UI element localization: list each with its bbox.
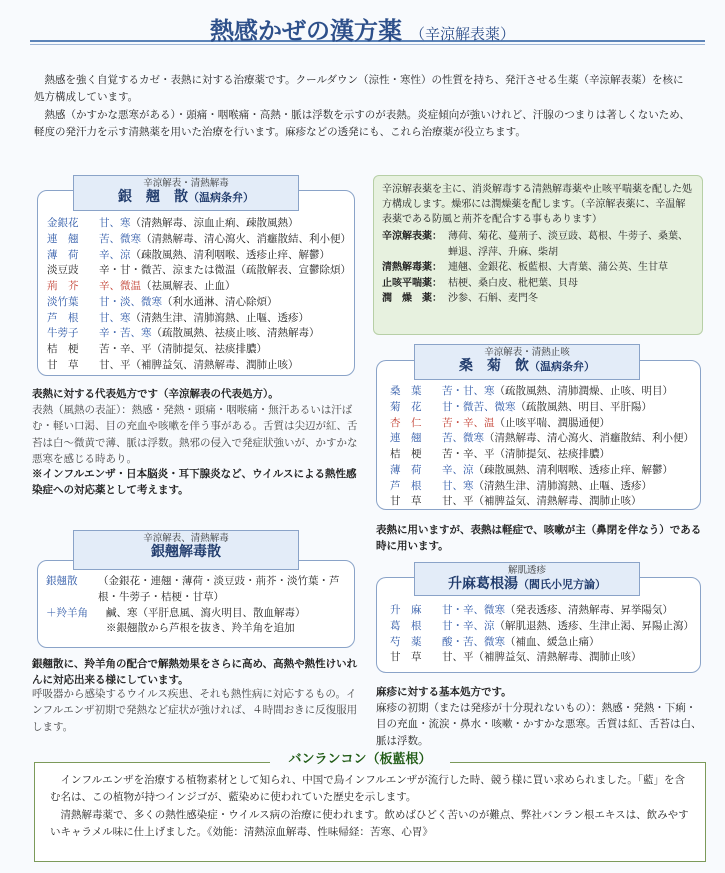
shoma-herb-row bbox=[390, 603, 698, 619]
page-title-main: 熱感かぜの漢方薬 bbox=[209, 16, 402, 45]
ginkyo-herb-name: 金銀花 bbox=[47, 217, 79, 229]
sogiku-herb-effect: （清熱解毒、清心瀉火、消癰散結、利小便） bbox=[484, 432, 694, 445]
sogiku-herb-row bbox=[390, 431, 698, 447]
ginkyo-gedoku-base-name: 銀翹散 bbox=[46, 575, 78, 587]
ginkyo-note-body: 表熱（風熱の表証）：熱感・発熱・頭痛・咽喉痛・無汗あるいは汗ばむ・軽い口渇、目の充血や咳嗽を伴う事がある。舌質は尖辺が紅、舌苔は白～微黄で薄、脈は浮数。熱邪の侵入で発症狀強いが、かすかな悪寒を感じる時あり。 bbox=[32, 404, 358, 465]
shoma-herb-nature: 甘・辛、微寒 bbox=[442, 604, 505, 616]
shoma-name-line bbox=[415, 576, 639, 593]
ginkyo-herb-nature: 苦、微寒 bbox=[99, 232, 141, 245]
shoma-title bbox=[414, 562, 640, 596]
sogiku-herb-nature: 辛、涼 bbox=[442, 463, 474, 476]
ginkyo-gedoku-category: 辛涼解表、清熱解毒 bbox=[143, 533, 229, 544]
sogiku-herb-nature: 苦・辛、温 bbox=[442, 416, 495, 429]
sogiku-herb-nature: 甘、平 bbox=[442, 495, 474, 508]
ginkyo-herb-effect: （清熱生津、清肺瀉熱、止嘔、透疹） bbox=[130, 311, 309, 324]
ginkyo-gedoku-base-text: （金銀花・連翹・薄荷・淡豆豉・荊芥・淡竹葉・芦根・牛蒡子・桔梗・甘草） bbox=[98, 575, 340, 603]
ginkyo-note-warning: ※インフルエンザ・日本脳炎・耳下腺炎など、ウイルスによる熱性感染症への対応薬として考えます。 bbox=[32, 468, 357, 497]
shoma-note-body: 麻疹の初期（または発疹が十分現れないもの）：熱感・発熱・下痢・目の充血・流涙・鼻水・咳嗽・かすかな悪寒。舌質は紅、舌苔は白、脈は浮数。 bbox=[376, 702, 702, 747]
ginkyo-gedoku-title bbox=[73, 530, 299, 570]
sogiku-herb-effect: （補脾益気、清熱解毒、潤肺止咳） bbox=[473, 495, 642, 508]
green-row-text: 連翹、金銀花、板藍根、大青葉、蒲公英、生甘草 bbox=[448, 262, 668, 273]
ginkyo-gedoku-name: 銀翹解毒散 bbox=[151, 544, 221, 561]
ginkyo-herb-name: 淡豆豉 bbox=[47, 264, 79, 277]
shoma-herb-row bbox=[390, 635, 698, 651]
shoma-herb-list bbox=[390, 603, 698, 666]
shoma-herb-row bbox=[390, 650, 698, 666]
ginkyo-herb-nature: 辛、微温 bbox=[99, 280, 141, 292]
ginkyo-name: 銀 翹 散 bbox=[118, 189, 188, 206]
sogiku-herb-nature: 甘、寒 bbox=[442, 479, 474, 492]
ginkyo-herb-row bbox=[47, 326, 353, 342]
sogiku-source: （温病条弁） bbox=[529, 360, 595, 374]
shoma-herb-effect: （補血、緩急止痛） bbox=[505, 635, 600, 648]
ginkyo-herb-nature: 辛・甘・微苦、涼または微温 bbox=[99, 264, 236, 277]
ginkyo-gedoku-remark: ※銀翹散から芦根を抜き、羚羊角を追加 bbox=[106, 622, 295, 635]
shoma-note-head: 麻疹に対する基本処方です。 bbox=[376, 686, 512, 698]
ginkyo-gedoku-note-head: 銀翹散に、羚羊角の配合で解熱効果をさらに高め、高熱や熱性けいれんに対応出来る様にしています。 bbox=[32, 658, 358, 687]
ginkyo-herb-effect: （補脾益気、清熱解毒、潤肺止咳） bbox=[130, 358, 299, 371]
ginkyo-herb-row bbox=[47, 311, 353, 327]
ginkyo-gedoku-add-text: 鹹、寒（平肝息風、瀉火明目、散血解毒） bbox=[106, 606, 306, 619]
ginkyo-herb-nature: 甘、寒 bbox=[99, 217, 131, 229]
sogiku-herb-row bbox=[390, 479, 698, 495]
ginkyo-herb-list bbox=[47, 216, 353, 374]
ginkyo-herb-effect: （清熱解毒、涼血止痢、疎散風熱） bbox=[130, 217, 299, 229]
ginkyo-herb-nature: 甘、平 bbox=[99, 358, 131, 371]
ginkyo-herb-nature: 辛、涼 bbox=[99, 248, 131, 261]
ginkyo-source: （温病条弁） bbox=[188, 191, 254, 205]
shoma-herb-nature: 甘、平 bbox=[442, 651, 474, 664]
ginkyo-note-head: 表熱に対する代表処方です（辛涼解表の代表処方）。 bbox=[32, 388, 279, 400]
ginkyo-herb-row bbox=[47, 279, 353, 295]
sogiku-herb-row bbox=[390, 384, 698, 400]
ginkyo-herb-nature: 辛・苦、寒 bbox=[99, 327, 152, 340]
ginkyo-herb-row bbox=[47, 216, 353, 232]
sogiku-herb-name: 薄 荷 bbox=[390, 463, 422, 476]
ginkyo-herb-name: 連 翹 bbox=[47, 232, 79, 245]
green-row bbox=[382, 276, 694, 292]
ginkyo-gedoku-note-body: 呼吸器から感染するウイルス疾患、それも熱性病に対応するもの。インフルエンザ初期で発熱など症状が強ければ、４時間おきに反復服用します。 bbox=[32, 688, 358, 733]
ginkyo-herb-name: 芦 根 bbox=[47, 311, 79, 324]
green-rows bbox=[382, 229, 694, 307]
ginkyo-herb-row bbox=[47, 248, 353, 264]
banrankon-paragraph-2: 清熱解毒薬で、多くの熱性感染症・ウイルス病の治療に使われます。飲めばひどく苦いのが難点、弊社バンラン根エキスは、飲みやすいキャラメル味に仕上げました。《効能：清熱涼血解毒、性味帰経：苦寒、心胃》 bbox=[50, 808, 689, 838]
sogiku-name-line bbox=[415, 358, 639, 375]
sogiku-herb-name: 菊 花 bbox=[390, 400, 422, 413]
banrankon-text bbox=[50, 772, 690, 841]
shoma-herb-effect: （発表透疹、清熱解毒、昇挙陽気） bbox=[505, 604, 673, 616]
ginkyo-gedoku-add-name: ＋羚羊角 bbox=[46, 606, 88, 619]
ginkyo-gedoku-row-1 bbox=[46, 574, 348, 606]
ginkyo-herb-name: 薄 荷 bbox=[47, 248, 79, 261]
intro-text bbox=[34, 72, 694, 141]
sogiku-title bbox=[414, 344, 640, 380]
green-row-label: 止咳平喘薬： bbox=[382, 277, 442, 289]
shoma-source: （閻氏小児方論） bbox=[518, 578, 606, 592]
green-row-text: 薄荷、菊花、蔓荊子、淡豆豉、葛根、牛蒡子、桑葉、蝉退、浮萍、升麻、柴胡 bbox=[448, 231, 688, 258]
ginkyo-herb-name: 牛蒡子 bbox=[47, 327, 79, 340]
ginkyo-herb-name: 桔 梗 bbox=[47, 343, 79, 355]
ginkyo-herb-row bbox=[47, 342, 353, 358]
sogiku-herb-nature: 甘・微苦、微寒 bbox=[442, 400, 516, 413]
sogiku-herb-effect: （清熱生津、清肺瀉熱、止嘔、透疹） bbox=[473, 479, 652, 492]
ginkyo-herb-name: 甘 草 bbox=[47, 358, 79, 371]
green-row-label: 清熱解毒薬： bbox=[382, 262, 442, 273]
sogiku-herb-nature: 苦・辛、平 bbox=[442, 448, 495, 460]
sogiku-herb-row bbox=[390, 447, 698, 463]
green-row-text: 桔梗、桑白皮、枇杷葉、貝母 bbox=[448, 277, 578, 289]
sogiku-herb-row bbox=[390, 463, 698, 479]
sogiku-herb-effect: （清肺提気、祛痰排膿） bbox=[494, 448, 610, 460]
ginkyo-gedoku-row-2 bbox=[46, 606, 348, 622]
page-title bbox=[0, 14, 725, 49]
green-row-label: 辛涼解表薬： bbox=[382, 231, 442, 242]
ginkyo-herb-row bbox=[47, 358, 353, 374]
ginkyo-herb-row bbox=[47, 263, 353, 279]
shoma-name: 升麻葛根湯 bbox=[448, 576, 518, 593]
ginkyo-herb-effect: （祛風解表、止血） bbox=[141, 280, 236, 292]
ginkyo-herb-nature: 甘・淡、微寒 bbox=[99, 295, 162, 308]
ginkyo-herb-row bbox=[47, 295, 353, 311]
sogiku-herb-effect: （疏散風熱、明目、平肝陽） bbox=[515, 400, 652, 413]
ginkyo-herb-name: 淡竹葉 bbox=[47, 295, 79, 308]
shoma-herb-effect: （補脾益気、清熱解毒、潤肺止咳） bbox=[473, 651, 642, 664]
shoma-herb-row bbox=[390, 619, 698, 635]
sogiku-herb-row bbox=[390, 400, 698, 416]
shoma-herb-name: 升 麻 bbox=[390, 604, 422, 616]
sogiku-herb-name: 連 翹 bbox=[390, 432, 422, 445]
green-row bbox=[382, 260, 694, 276]
ginkyo-herb-effect: （利水通淋、清心除煩） bbox=[162, 295, 278, 308]
sogiku-name: 桑 菊 飲 bbox=[459, 358, 529, 375]
green-row bbox=[382, 291, 694, 307]
sogiku-herb-effect: （疏散風熱、清肺潤燥、止咳、明目） bbox=[494, 385, 673, 397]
green-intro: 辛涼解表薬を主に、消炎解毒する清熱解毒薬や止咳平喘薬を配した処方構成します。燥邪には潤燥薬を配します。（辛涼解表薬に、辛温解表薬である防風と荊芥を配合する事もあります） bbox=[382, 184, 692, 225]
ginkyo-gedoku-content bbox=[46, 574, 348, 637]
shoma-category: 解肌透疹 bbox=[507, 565, 546, 576]
green-row-text: 沙参、石斛、麦門冬 bbox=[448, 293, 538, 304]
page-subtitle: （辛涼解表薬） bbox=[409, 25, 515, 43]
shoma-herb-nature: 甘・辛、涼 bbox=[442, 619, 495, 632]
sogiku-herb-effect: （疎散風熱、清利咽喉、透疹止痒、解鬱） bbox=[473, 463, 673, 476]
ginkyo-herb-effect: （清熱解毒、清心瀉火、消癰散結、利小便） bbox=[141, 232, 351, 245]
title-bar bbox=[0, 0, 725, 66]
ginkyo-herb-name: 荊 芥 bbox=[47, 280, 79, 292]
sogiku-herb-row bbox=[390, 494, 698, 510]
sogiku-herb-name: 桑 葉 bbox=[390, 385, 422, 397]
shoma-herb-name: 芍 薬 bbox=[390, 635, 422, 648]
ginkyo-herb-row bbox=[47, 232, 353, 248]
sogiku-herb-name: 杏 仁 bbox=[390, 416, 422, 429]
sogiku-herb-name: 甘 草 bbox=[390, 495, 422, 508]
ginkyo-herb-nature: 甘、寒 bbox=[99, 311, 131, 324]
shoma-herb-name: 甘 草 bbox=[390, 651, 422, 664]
sogiku-herb-name: 芦 根 bbox=[390, 479, 422, 492]
shoma-herb-name: 葛 根 bbox=[390, 619, 422, 632]
sogiku-herb-nature: 苦、微寒 bbox=[442, 432, 484, 445]
ginkyo-category: 辛涼解表・清熱解毒 bbox=[143, 178, 229, 189]
sogiku-herb-nature: 苦・甘、寒 bbox=[442, 385, 495, 397]
sogiku-herb-effect: （止咳平喘、潤腸通便） bbox=[494, 416, 610, 429]
green-box bbox=[373, 175, 703, 335]
sogiku-note: 表熱に用いますが、表熱は軽症で、咳嗽が主（鼻閉を伴なう）である時に用います。 bbox=[376, 524, 702, 553]
ginkyo-herb-effect: （疎散風熱、清利咽喉、透疹止痒、解鬱） bbox=[130, 248, 330, 261]
intro-paragraph-1: 熱感を強く自覚するカゼ・表熱に対する治療薬です。クールダウン（涼性・寒性）の性質を持ち、発汗させる生薬（辛涼解表薬）を核に処方構成しています。 bbox=[34, 74, 684, 104]
ginkyo-herb-nature: 苦・辛、平 bbox=[99, 343, 152, 355]
green-row bbox=[382, 229, 694, 260]
shoma-herb-nature: 酸・苦、微寒 bbox=[442, 635, 505, 648]
banrankon-title: バンランコン（板藍根） bbox=[270, 751, 450, 770]
intro-paragraph-2: 熱感（かすかな悪寒がある）・頭痛・咽喉痛・高熱・脈は浮数を示すのが表熱。炎症傾向が強いけれど、汗腺のつまりは著しくないため、軽度の発汗力を示す清熱薬を用いた治療を行います。麻疹などの透発にも、これら治療薬が役立ちます。 bbox=[34, 108, 690, 138]
green-row-label: 潤 燥 薬： bbox=[382, 293, 442, 304]
banrankon-paragraph-1: インフルエンザを治療する植物素材として知られ、中国で鳥インフルエンザが流行した時、競う様に買い求められました。「藍」を含む名は、この植物が持つインジゴが、藍染めに使われていた歴史を示します。 bbox=[50, 774, 686, 804]
ginkyo-name-line bbox=[74, 189, 298, 206]
sogiku-herb-name: 桔 梗 bbox=[390, 448, 422, 460]
sogiku-category: 辛涼解表・清熱止咳 bbox=[484, 347, 570, 358]
sogiku-herb-list bbox=[390, 384, 698, 510]
shoma-herb-effect: （解肌退熱、透疹、生津止渇、昇陽止瀉） bbox=[494, 619, 694, 632]
ginkyo-herb-effect: （清肺提気、祛痰排膿） bbox=[151, 343, 267, 355]
ginkyo-herb-effect: （疏散解表、宣鬱除煩） bbox=[235, 264, 351, 277]
ginkyo-herb-effect: （疏散風熱、祛痰止咳、清熱解毒） bbox=[151, 327, 320, 340]
sogiku-herb-row bbox=[390, 416, 698, 432]
ginkyo-title bbox=[73, 175, 299, 211]
